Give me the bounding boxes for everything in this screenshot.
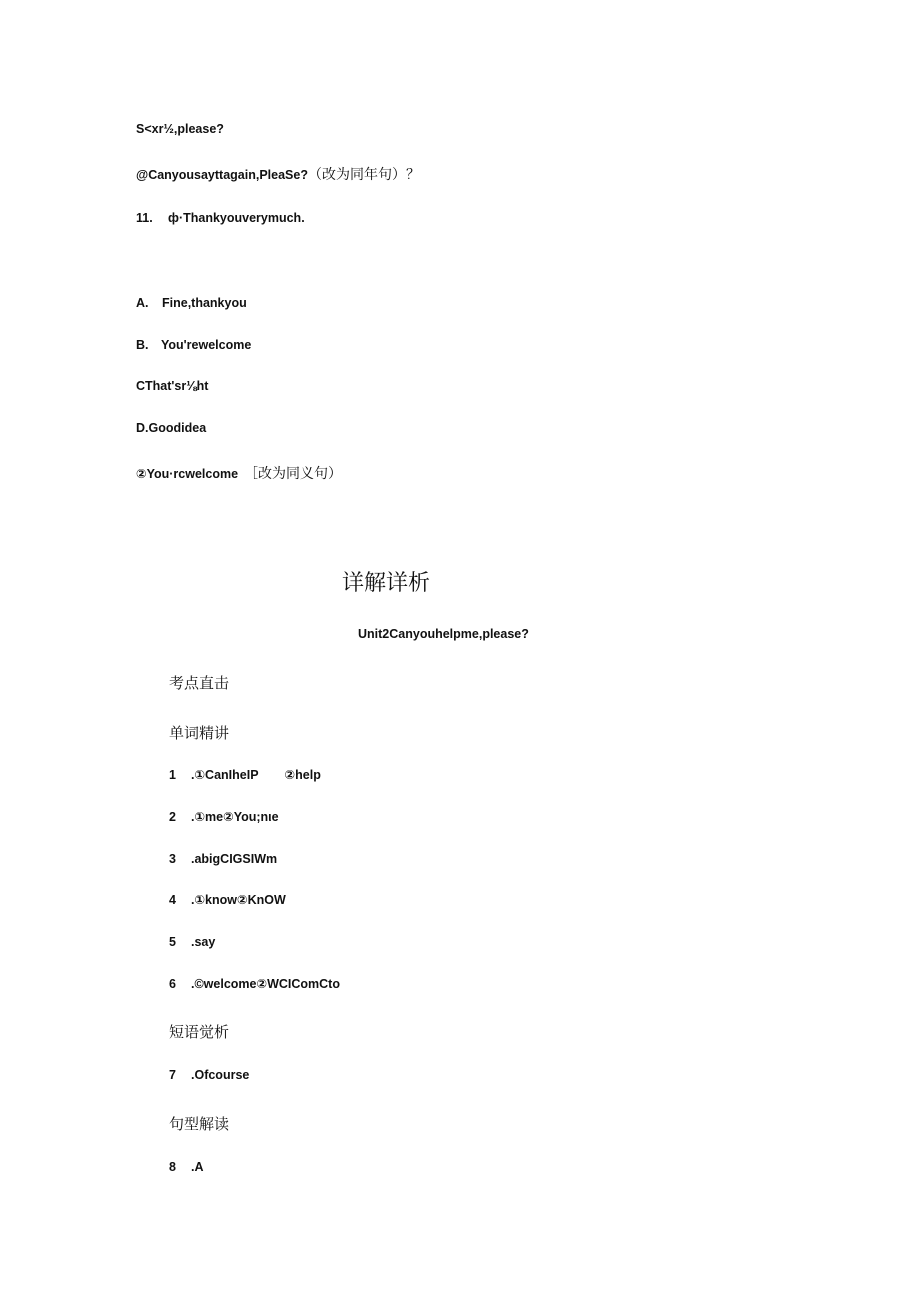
question-11-text: ф·Thankyouverymuch. bbox=[168, 211, 305, 225]
section-danci: 单词精讲 bbox=[169, 724, 230, 742]
question-11-number: 11. bbox=[136, 211, 153, 225]
answer-item-6-a: .©welcome②WCIComCto bbox=[191, 977, 340, 991]
question-welcome-text: ②You·rcwelcome bbox=[136, 467, 239, 481]
option-a-letter: A. bbox=[136, 296, 149, 310]
question-repeat-text: @Canyousayttagain,PleaSe? bbox=[136, 168, 308, 182]
answer-item-7 bbox=[169, 1067, 249, 1083]
answer-item-8-a: .A bbox=[191, 1160, 204, 1174]
answer-item-1 bbox=[169, 767, 321, 783]
answer-item-4-a: .①know②KnOW bbox=[191, 893, 286, 907]
answer-item-3-number: 3 bbox=[169, 852, 176, 866]
question-11 bbox=[136, 210, 305, 226]
answer-item-5-number: 5 bbox=[169, 935, 176, 949]
section-duanyu: 短语觉析 bbox=[169, 1023, 230, 1041]
answer-item-7-a: .Ofcourse bbox=[191, 1068, 250, 1082]
answer-item-5-a: .say bbox=[191, 935, 216, 949]
question-repeat-note: （改为同年句）？ bbox=[307, 166, 420, 182]
answer-item-6-number: 6 bbox=[169, 977, 176, 991]
answer-item-5 bbox=[169, 934, 215, 950]
question-welcome-note: ［改为同义句） bbox=[244, 465, 343, 481]
answer-item-2 bbox=[169, 809, 279, 825]
option-a bbox=[136, 295, 247, 311]
answer-item-2-number: 2 bbox=[169, 810, 176, 824]
answer-item-1-b: ②help bbox=[284, 768, 321, 782]
answer-item-8-number: 8 bbox=[169, 1160, 176, 1174]
question-repeat bbox=[136, 166, 420, 183]
answer-item-2-a: .①me②You;nιe bbox=[191, 810, 279, 824]
unit-title: Unit2Canyouhelpme,please? bbox=[358, 627, 529, 641]
section-kaodian: 考点直击 bbox=[169, 674, 230, 692]
question-sorry: S<xr½,please? bbox=[136, 122, 224, 136]
answer-item-3 bbox=[169, 851, 277, 867]
option-b bbox=[136, 337, 251, 353]
answer-item-1-a: .①CanIheIP bbox=[191, 768, 259, 782]
answers-title: 详解详析 bbox=[342, 571, 431, 596]
question-welcome bbox=[136, 465, 342, 482]
option-d: D.Goodidea bbox=[136, 421, 207, 435]
answer-item-3-a: .abigCIGSIWm bbox=[191, 852, 278, 866]
answer-item-7-number: 7 bbox=[169, 1068, 176, 1082]
answer-item-8 bbox=[169, 1159, 204, 1175]
option-a-text: Fine,thankyou bbox=[162, 296, 247, 310]
answer-item-6 bbox=[169, 976, 340, 992]
option-c: CThat'sr⅛ht bbox=[136, 379, 209, 393]
option-b-text: You'rewelcome bbox=[161, 338, 252, 352]
option-b-letter: B. bbox=[136, 338, 149, 352]
answer-item-4-number: 4 bbox=[169, 893, 176, 907]
answer-item-1-number: 1 bbox=[169, 768, 176, 782]
section-juxing: 句型解读 bbox=[169, 1115, 230, 1133]
answer-item-4 bbox=[169, 892, 286, 908]
